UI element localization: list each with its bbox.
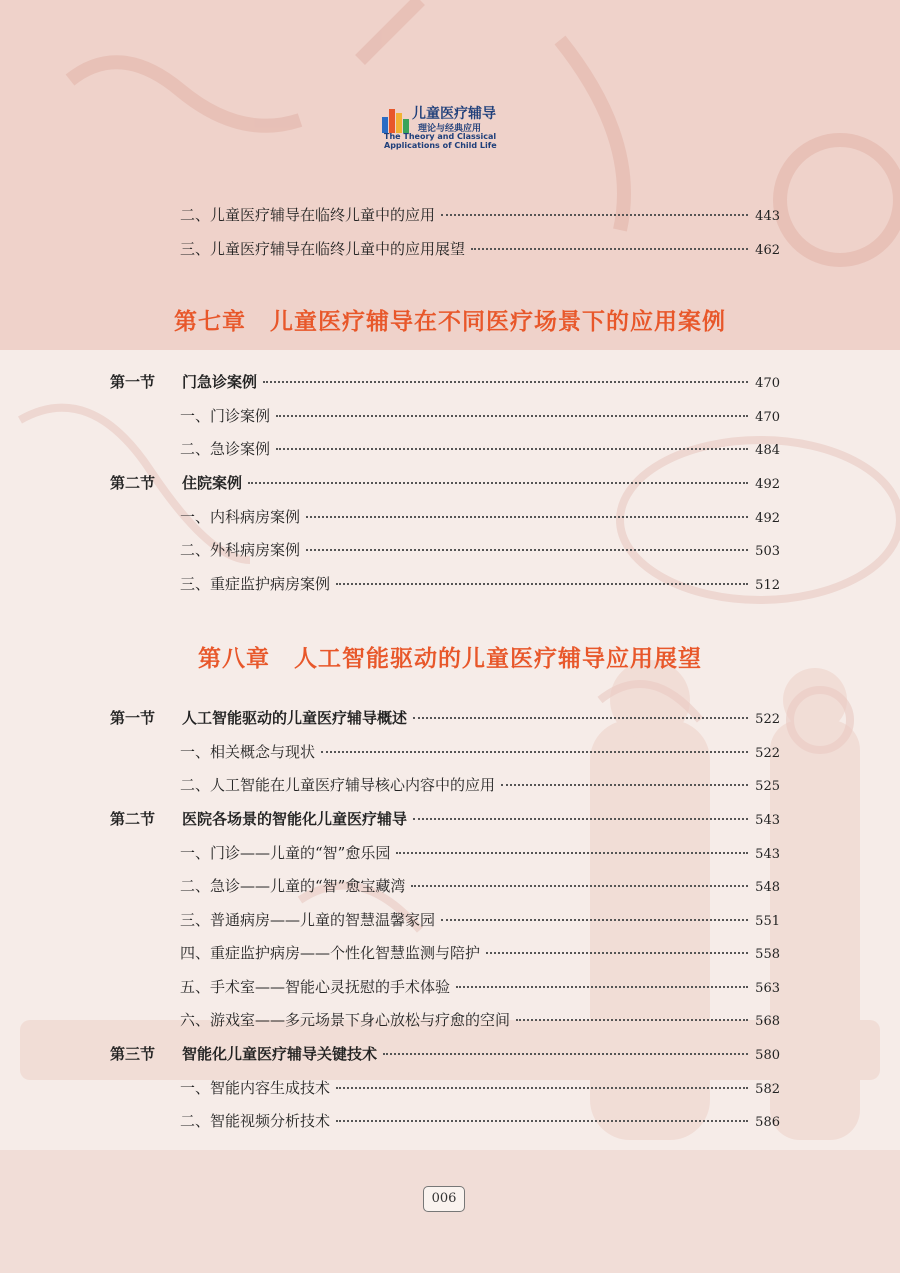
toc-item[interactable]: 一、相关概念与现状 522: [180, 743, 780, 761]
toc-section[interactable]: 第一节 门急诊案例 470: [110, 373, 780, 391]
toc-item[interactable]: 一、智能内容生成技术 582: [180, 1079, 780, 1097]
leader-dots: [411, 885, 748, 887]
leader-dots: [383, 1053, 748, 1055]
leader-dots: [413, 818, 748, 820]
logo-english-title: The Theory and Classical Applications of Child Life: [384, 132, 497, 150]
page-number: 006: [423, 1186, 465, 1212]
leader-dots: [321, 751, 748, 753]
leader-dots: [441, 919, 748, 921]
leader-dots: [336, 583, 748, 585]
leader-dots: [336, 1120, 748, 1122]
toc-item[interactable]: 三、重症监护病房案例 512: [180, 575, 780, 593]
toc-item[interactable]: 二、人工智能在儿童医疗辅导核心内容中的应用 525: [180, 776, 780, 794]
leader-dots: [276, 415, 748, 417]
toc-item[interactable]: 二、外科病房案例 503: [180, 541, 780, 559]
leader-dots: [516, 1019, 748, 1021]
toc-item[interactable]: 二、智能视频分析技术 586: [180, 1112, 780, 1130]
leader-dots: [413, 717, 748, 719]
toc-item[interactable]: 三、普通病房——儿童的智慧温馨家园 551: [180, 911, 780, 929]
toc-item[interactable]: 六、游戏室——多元场景下身心放松与疗愈的空间 568: [180, 1011, 780, 1029]
toc-item[interactable]: 一、门诊——儿童的“智”愈乐园 543: [180, 844, 780, 862]
leader-dots: [396, 852, 748, 854]
leader-dots: [336, 1087, 748, 1089]
toc-section[interactable]: 第三节 智能化儿童医疗辅导关键技术 580: [110, 1045, 780, 1063]
toc-item[interactable]: 一、内科病房案例 492: [180, 508, 780, 526]
leader-dots: [471, 248, 748, 250]
leader-dots: [306, 549, 748, 551]
leader-dots: [441, 214, 748, 216]
book-logo: [380, 103, 540, 153]
leader-dots: [263, 381, 748, 383]
toc-section[interactable]: 第一节 人工智能驱动的儿童医疗辅导概述 522: [110, 709, 780, 727]
leader-dots: [501, 784, 748, 786]
leader-dots: [306, 516, 748, 518]
leader-dots: [276, 448, 748, 450]
leader-dots: [248, 482, 748, 484]
chapter-title-7: 第七章 儿童医疗辅导在不同医疗场景下的应用案例: [174, 309, 726, 335]
toc-item[interactable]: 二、儿童医疗辅导在临终儿童中的应用 443: [180, 206, 780, 224]
chapter-title-8: 第八章 人工智能驱动的儿童医疗辅导应用展望: [198, 646, 702, 672]
leader-dots: [486, 952, 748, 954]
toc-item[interactable]: 二、急诊案例 484: [180, 440, 780, 458]
toc-section[interactable]: 第二节 医院各场景的智能化儿童医疗辅导 543: [110, 810, 780, 828]
toc-item[interactable]: 二、急诊——儿童的“智”愈宝藏湾 548: [180, 877, 780, 895]
logo-subtitle: 理论与经典应用: [418, 124, 482, 134]
toc-item[interactable]: 三、儿童医疗辅导在临终儿童中的应用展望 462: [180, 240, 780, 258]
toc-section[interactable]: 第二节 住院案例 492: [110, 474, 780, 492]
toc-item[interactable]: 四、重症监护病房——个性化智慧监测与陪护 558: [180, 944, 780, 962]
toc-item[interactable]: 一、门诊案例 470: [180, 407, 780, 425]
toc-item[interactable]: 五、手术室——智能心灵抚慰的手术体验 563: [180, 978, 780, 996]
logo-title: 儿童医疗辅导: [412, 106, 496, 122]
leader-dots: [456, 986, 748, 988]
